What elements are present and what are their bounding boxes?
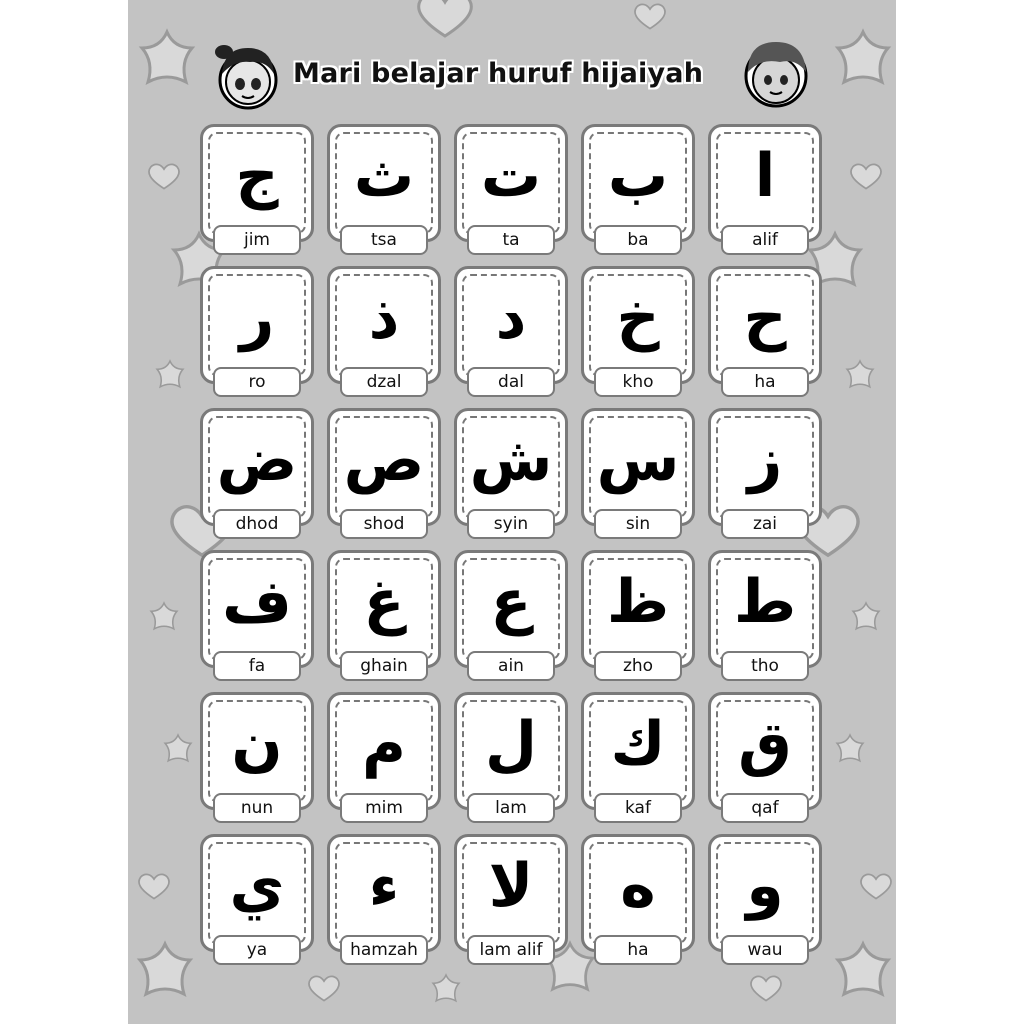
arabic-letter: ن bbox=[231, 709, 283, 779]
letter-card bbox=[327, 834, 441, 960]
arabic-letter: ر bbox=[239, 283, 275, 353]
arabic-letter: ف bbox=[222, 567, 292, 637]
letter-name-label: shod bbox=[340, 509, 428, 539]
letter-card bbox=[327, 266, 441, 392]
letter-name-label: dal bbox=[467, 367, 555, 397]
arabic-letter: ذ bbox=[368, 283, 400, 353]
arabic-letter: خ bbox=[616, 283, 660, 353]
arabic-letter: ظ bbox=[606, 567, 670, 637]
letter-name-label: fa bbox=[213, 651, 301, 681]
letter-card bbox=[581, 692, 695, 818]
letter-name-label: dzal bbox=[340, 367, 428, 397]
arabic-letter: ي bbox=[229, 851, 285, 921]
letter-name-label: kho bbox=[594, 367, 682, 397]
letter-name-label: lam bbox=[467, 793, 555, 823]
letter-card bbox=[327, 692, 441, 818]
letter-card bbox=[327, 550, 441, 676]
letter-card bbox=[454, 408, 568, 534]
arabic-letter: ل bbox=[484, 709, 538, 779]
letter-card bbox=[200, 408, 314, 534]
letter-card bbox=[581, 550, 695, 676]
arabic-letter: ء bbox=[368, 851, 400, 921]
letter-name-label: sin bbox=[594, 509, 682, 539]
arabic-letter: ط bbox=[733, 567, 797, 637]
letter-name-label: kaf bbox=[594, 793, 682, 823]
letter-card bbox=[454, 834, 568, 960]
heart-icon bbox=[630, 0, 670, 34]
poster bbox=[128, 0, 896, 1024]
letter-name-label: tsa bbox=[340, 225, 428, 255]
star-icon bbox=[130, 938, 200, 1008]
letter-name-label: lam alif bbox=[467, 935, 555, 965]
letter-card bbox=[200, 550, 314, 676]
letter-name-label: hamzah bbox=[340, 935, 428, 965]
arabic-letter: س bbox=[596, 425, 680, 495]
letter-card bbox=[708, 550, 822, 676]
letter-card bbox=[581, 266, 695, 392]
arabic-letter: ح bbox=[743, 283, 787, 353]
star-icon bbox=[132, 26, 202, 96]
letter-name-label: qaf bbox=[721, 793, 809, 823]
star-icon bbox=[832, 732, 868, 768]
arabic-letter: ز bbox=[747, 425, 783, 495]
letter-name-label: wau bbox=[721, 935, 809, 965]
letter-name-label: jim bbox=[213, 225, 301, 255]
arabic-letter: ه bbox=[620, 851, 656, 921]
star-icon bbox=[146, 600, 182, 636]
letter-card bbox=[708, 408, 822, 534]
letter-card bbox=[200, 692, 314, 818]
heart-icon bbox=[746, 970, 786, 1006]
heart-icon bbox=[410, 0, 480, 42]
letter-card bbox=[708, 266, 822, 392]
arabic-letter: ث bbox=[353, 141, 415, 211]
letter-name-label: mim bbox=[340, 793, 428, 823]
letter-card bbox=[454, 266, 568, 392]
arabic-letter: ش bbox=[469, 425, 553, 495]
heart-icon bbox=[304, 970, 344, 1006]
star-icon bbox=[428, 972, 464, 1008]
letter-card bbox=[200, 266, 314, 392]
letter-name-label: zai bbox=[721, 509, 809, 539]
arabic-letter: ق bbox=[738, 709, 792, 779]
girl-face-icon bbox=[210, 38, 286, 114]
letter-name-label: ha bbox=[721, 367, 809, 397]
arabic-letter: و bbox=[746, 851, 784, 921]
letter-name-label: syin bbox=[467, 509, 555, 539]
letter-card bbox=[581, 124, 695, 250]
letter-card bbox=[200, 124, 314, 250]
star-icon bbox=[848, 600, 884, 636]
letter-name-label: alif bbox=[721, 225, 809, 255]
letter-card bbox=[708, 124, 822, 250]
star-icon bbox=[828, 26, 896, 96]
letter-card bbox=[581, 834, 695, 960]
arabic-letter: ع bbox=[490, 567, 532, 637]
letter-name-label: ba bbox=[594, 225, 682, 255]
arabic-letter: ض bbox=[216, 425, 298, 495]
star-icon bbox=[152, 358, 188, 394]
star-icon bbox=[842, 358, 878, 394]
letter-card bbox=[327, 124, 441, 250]
letter-name-label: ro bbox=[213, 367, 301, 397]
arabic-letter: ص bbox=[343, 425, 425, 495]
letter-name-label: nun bbox=[213, 793, 301, 823]
heart-icon bbox=[134, 868, 174, 904]
star-icon bbox=[828, 938, 896, 1008]
page-title: Mari belajar huruf hijaiyah bbox=[293, 58, 704, 89]
heart-icon bbox=[144, 158, 184, 194]
letter-card bbox=[327, 408, 441, 534]
letter-card bbox=[454, 124, 568, 250]
letter-name-label: ha bbox=[594, 935, 682, 965]
letter-card bbox=[454, 550, 568, 676]
letter-card bbox=[708, 834, 822, 960]
letter-name-label: ain bbox=[467, 651, 555, 681]
arabic-letter: د bbox=[495, 283, 527, 353]
heart-icon bbox=[846, 158, 886, 194]
letter-name-label: dhod bbox=[213, 509, 301, 539]
arabic-letter: ا bbox=[754, 141, 776, 211]
arabic-letter: لا bbox=[488, 851, 534, 921]
arabic-letter: ك bbox=[610, 709, 666, 779]
arabic-letter: ت bbox=[480, 141, 542, 211]
letter-name-label: tho bbox=[721, 651, 809, 681]
letter-card bbox=[200, 834, 314, 960]
star-icon bbox=[160, 732, 196, 768]
arabic-letter: ب bbox=[607, 141, 669, 211]
letter-name-label: ta bbox=[467, 225, 555, 255]
arabic-letter: ج bbox=[235, 141, 279, 211]
arabic-letter: غ bbox=[363, 567, 405, 637]
letter-card bbox=[708, 692, 822, 818]
letter-name-label: ya bbox=[213, 935, 301, 965]
letter-name-label: zho bbox=[594, 651, 682, 681]
heart-icon bbox=[856, 868, 896, 904]
arabic-letter: م bbox=[362, 709, 406, 779]
letter-name-label: ghain bbox=[340, 651, 428, 681]
boy-face-icon bbox=[736, 32, 816, 112]
letter-card bbox=[454, 692, 568, 818]
letter-card bbox=[581, 408, 695, 534]
